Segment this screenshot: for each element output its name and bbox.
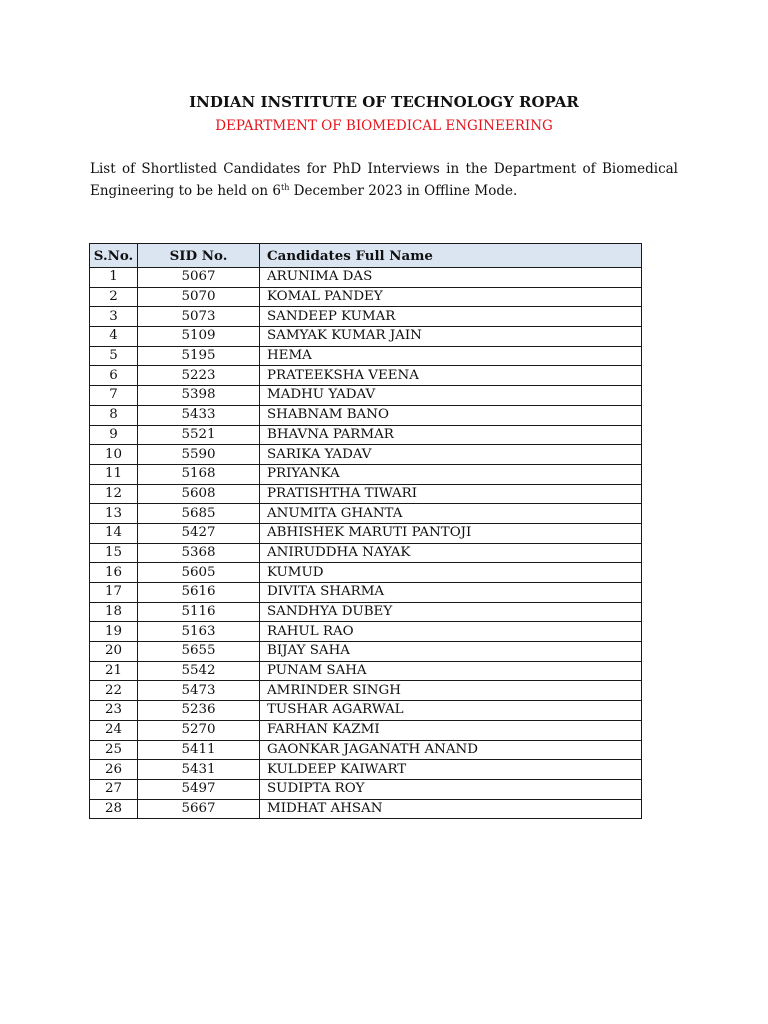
table-cell-name: ABHISHEK MARUTI PANTOJI [260, 523, 642, 543]
table-row [90, 622, 642, 642]
table-row [90, 287, 642, 307]
table-row [90, 543, 642, 563]
table-cell-name: ARUNIMA DAS [260, 268, 642, 288]
table-cell-sid: 5411 [138, 740, 260, 760]
table-cell-name: KULDEEP KAIWART [260, 760, 642, 780]
table-row [90, 464, 642, 484]
table-cell-name: SARIKA YADAV [260, 445, 642, 465]
table-row [90, 661, 642, 681]
table-row [90, 327, 642, 347]
intro-superscript: th [280, 183, 290, 192]
table-row [90, 720, 642, 740]
table-row [90, 425, 642, 445]
table-cell-sno: 27 [90, 779, 138, 799]
table-cell-sno: 2 [90, 287, 138, 307]
table-cell-name: RAHUL RAO [260, 622, 642, 642]
table-cell-sno: 18 [90, 602, 138, 622]
intro-text-before: List of Shortlisted Candidates for PhD Interviews in the Department of Biomedical Engineering to be held on 6 [90, 161, 678, 199]
table-row [90, 405, 642, 425]
table-cell-name: PRATEEKSHA VEENA [260, 366, 642, 386]
table-cell-sid: 5655 [138, 642, 260, 662]
table-cell-sid: 5497 [138, 779, 260, 799]
table-cell-sid: 5521 [138, 425, 260, 445]
table-cell-sid: 5398 [138, 386, 260, 406]
table-cell-sno: 3 [90, 307, 138, 327]
intro-paragraph [90, 158, 678, 202]
table-row [90, 760, 642, 780]
table-cell-name: BIJAY SAHA [260, 642, 642, 662]
table-row [90, 779, 642, 799]
table-cell-sid: 5163 [138, 622, 260, 642]
intro-text-after: December 2023 in Offline Mode. [289, 183, 518, 199]
column-header-sno: S.No. [90, 244, 138, 268]
table-cell-sid: 5433 [138, 405, 260, 425]
table-cell-sno: 13 [90, 504, 138, 524]
table-cell-sno: 11 [90, 464, 138, 484]
table-cell-sno: 12 [90, 484, 138, 504]
institute-title: INDIAN INSTITUTE OF TECHNOLOGY ROPAR [189, 93, 579, 111]
table-cell-name: MIDHAT AHSAN [260, 799, 642, 819]
table-cell-name: PUNAM SAHA [260, 661, 642, 681]
table-cell-name: SANDHYA DUBEY [260, 602, 642, 622]
table-cell-name: ANUMITA GHANTA [260, 504, 642, 524]
table-cell-sid: 5116 [138, 602, 260, 622]
table-cell-name: DIVITA SHARMA [260, 583, 642, 603]
table-cell-sno: 24 [90, 720, 138, 740]
table-cell-sno: 9 [90, 425, 138, 445]
table-cell-sid: 5067 [138, 268, 260, 288]
table-cell-sid: 5616 [138, 583, 260, 603]
table-cell-sid: 5073 [138, 307, 260, 327]
table-cell-sno: 22 [90, 681, 138, 701]
table-cell-sno: 28 [90, 799, 138, 819]
table-cell-sid: 5168 [138, 464, 260, 484]
table-row [90, 583, 642, 603]
department-subtitle: DEPARTMENT OF BIOMEDICAL ENGINEERING [215, 118, 553, 134]
table-cell-sid: 5223 [138, 366, 260, 386]
table-row [90, 602, 642, 622]
table-cell-sno: 5 [90, 346, 138, 366]
table-cell-name: ANIRUDDHA NAYAK [260, 543, 642, 563]
table-cell-sid: 5667 [138, 799, 260, 819]
table-cell-sid: 5109 [138, 327, 260, 347]
table-cell-name: SUDIPTA ROY [260, 779, 642, 799]
table-cell-sid: 5427 [138, 523, 260, 543]
table-cell-sid: 5605 [138, 563, 260, 583]
table-cell-sid: 5542 [138, 661, 260, 681]
column-header-name: Candidates Full Name [260, 244, 642, 268]
table-cell-sid: 5608 [138, 484, 260, 504]
table-cell-name: PRIYANKA [260, 464, 642, 484]
table-cell-sno: 15 [90, 543, 138, 563]
table-cell-name: KOMAL PANDEY [260, 287, 642, 307]
table-cell-name: AMRINDER SINGH [260, 681, 642, 701]
table-cell-sid: 5590 [138, 445, 260, 465]
table-cell-name: SAMYAK KUMAR JAIN [260, 327, 642, 347]
table-row [90, 701, 642, 721]
table-cell-sno: 14 [90, 523, 138, 543]
table-cell-sid: 5431 [138, 760, 260, 780]
table-cell-sno: 8 [90, 405, 138, 425]
table-row [90, 563, 642, 583]
table-cell-name: GAONKAR JAGANATH ANAND [260, 740, 642, 760]
table-row [90, 366, 642, 386]
table-cell-name: BHAVNA PARMAR [260, 425, 642, 445]
table-cell-sno: 16 [90, 563, 138, 583]
table-row [90, 642, 642, 662]
table-cell-name: FARHAN KAZMI [260, 720, 642, 740]
table-row [90, 445, 642, 465]
table-cell-sno: 7 [90, 386, 138, 406]
table-cell-sno: 20 [90, 642, 138, 662]
table-cell-sid: 5368 [138, 543, 260, 563]
table-cell-name: SANDEEP KUMAR [260, 307, 642, 327]
table-header-row [90, 244, 642, 268]
table-cell-sno: 23 [90, 701, 138, 721]
table-cell-sid: 5070 [138, 287, 260, 307]
table-row [90, 346, 642, 366]
column-header-sid: SID No. [138, 244, 260, 268]
table-row [90, 268, 642, 288]
table-cell-sno: 10 [90, 445, 138, 465]
table-cell-name: MADHU YADAV [260, 386, 642, 406]
table-cell-name: SHABNAM BANO [260, 405, 642, 425]
table-row [90, 799, 642, 819]
table-cell-sid: 5236 [138, 701, 260, 721]
table-cell-sid: 5685 [138, 504, 260, 524]
table-row [90, 740, 642, 760]
candidates-table [89, 243, 642, 819]
table-cell-sno: 1 [90, 268, 138, 288]
table-cell-sno: 19 [90, 622, 138, 642]
table-cell-sno: 6 [90, 366, 138, 386]
table-cell-name: KUMUD [260, 563, 642, 583]
table-cell-sid: 5270 [138, 720, 260, 740]
table-row [90, 523, 642, 543]
table-cell-sid: 5195 [138, 346, 260, 366]
table-row [90, 307, 642, 327]
table-cell-sno: 4 [90, 327, 138, 347]
table-row [90, 484, 642, 504]
table-row [90, 681, 642, 701]
table-cell-sno: 21 [90, 661, 138, 681]
table-cell-sno: 17 [90, 583, 138, 603]
table-cell-name: TUSHAR AGARWAL [260, 701, 642, 721]
table-cell-sno: 26 [90, 760, 138, 780]
table-cell-name: PRATISHTHA TIWARI [260, 484, 642, 504]
table-cell-name: HEMA [260, 346, 642, 366]
table-row [90, 504, 642, 524]
table-cell-sid: 5473 [138, 681, 260, 701]
table-row [90, 386, 642, 406]
table-cell-sno: 25 [90, 740, 138, 760]
table-body [90, 268, 642, 819]
